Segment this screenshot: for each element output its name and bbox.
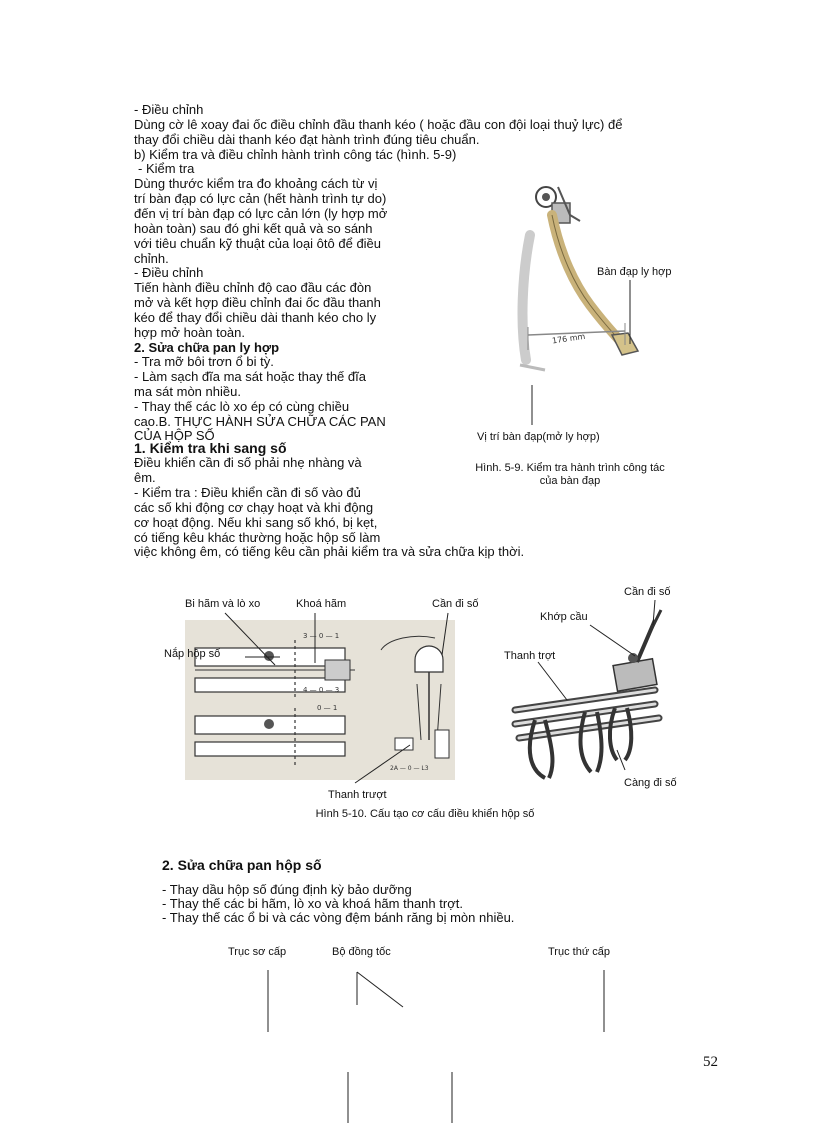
text-line: cơ hoạt động. Nếu khi sang số khó, bị kẹt, <box>134 515 378 530</box>
label-shift-lever-left: Cần đi số <box>432 598 479 610</box>
label-output-shaft: Trục thứ cấp <box>548 946 610 958</box>
text-line: - Kiểm tra <box>138 161 195 176</box>
text-line: b) Kiểm tra và điều chỉnh hành trình công tác (hình. 5-9) <box>134 147 457 162</box>
figure-caption: Hình 5-10. Cấu tạo cơ cấu điều khiển hộp số <box>315 808 535 820</box>
text-line: mở và kết hợp điều chỉnh đai ốc đầu thanh <box>134 295 381 310</box>
label-lock: Khoá hãm <box>296 598 347 610</box>
bottom-diagram-lines <box>260 960 620 1123</box>
label-detent-ball-spring: Bi hãm và lò xo <box>185 598 261 610</box>
text-line: - Điều chỉnh <box>134 102 204 117</box>
label-shift-fork: Càng đi số <box>624 777 677 789</box>
text-line: chỉnh. <box>134 251 169 266</box>
text-line: - Điều chỉnh <box>134 265 204 280</box>
text-line: hợp mở hoàn toàn. <box>134 325 246 340</box>
text-line: Dùng thước kiểm tra đo khoảng cách từ vị <box>134 176 378 191</box>
shift-mechanism-sketch <box>505 600 690 785</box>
text-line: - Kiểm tra : Điều khiển cần đi số vào đủ <box>134 485 361 500</box>
pointer-lines-fig59 <box>520 280 640 430</box>
svg-text:4 — 0 — 3: 4 — 0 — 3 <box>303 686 340 694</box>
svg-text:2A — 0 — L3: 2A — 0 — L3 <box>390 765 429 772</box>
svg-text:3 — 0 — 1: 3 — 0 — 1 <box>303 632 340 640</box>
text-line: trí bàn đạp có lực cản (hết hành trình tự do) <box>134 191 387 206</box>
label-shift-lever-right: Cần đi số <box>624 586 671 598</box>
svg-text:0 — 1: 0 — 1 <box>317 704 338 712</box>
list-item: ma sát mòn nhiều. <box>134 384 241 399</box>
label-clutch-pedal: Bàn đạp ly hợp <box>597 266 672 278</box>
text-line: đến vị trí bàn đạp có lực cản lớn (ly hợp mở <box>134 206 388 221</box>
text-line: Tiến hành điều chỉnh độ cao đầu các đòn <box>134 280 372 295</box>
list-item: CỦA HỘP SỐ <box>134 428 215 443</box>
text-line: Điều khiển cần đi số phải nhẹ nhàng và <box>134 455 362 470</box>
figure-caption: của bàn đạp <box>539 475 601 487</box>
label-ball-joint: Khớp cầu <box>540 611 588 623</box>
list-item: - Tra mỡ bôi trơn ổ bi tỳ. <box>134 354 274 369</box>
text-line: các số khi động cơ chạy hoạt và khi động <box>134 500 374 515</box>
list-item: cao.B. THỰC HÀNH SỬA CHỮA CÁC PAN <box>134 414 386 429</box>
section-heading: 2. Sửa chữa pan ly hợp <box>134 340 280 355</box>
section-heading: 1. Kiểm tra khi sang số <box>134 440 287 456</box>
text-line: với tiêu chuẩn kỹ thuật của loại ôtô để điều <box>134 236 382 251</box>
label-gearbox-cover: Nắp hộp số <box>164 648 221 660</box>
text-line: kéo để thay đổi chiều dài thanh kéo cho ly <box>134 310 377 325</box>
label-slide-rail-right: Thanh trợt <box>504 650 556 662</box>
list-item: - Thay thế các lò xo ép có cùng chiều <box>134 399 350 414</box>
section-heading: 2. Sửa chữa pan hộp số <box>162 857 322 873</box>
page-number: 52 <box>703 1054 718 1070</box>
label-slide-rail-left: Thanh trượt <box>328 789 387 801</box>
label-input-shaft: Trục sơ cấp <box>228 946 287 958</box>
dimension-label: 176 mm <box>551 331 586 346</box>
text-line: Dùng cờ lê xoay đai ốc điều chỉnh đầu thanh kéo ( hoặc đầu con đội loại thuỷ lực) để <box>134 117 623 132</box>
list-item: - Làm sạch đĩa ma sát hoặc thay thế đĩa <box>134 369 366 384</box>
list-item: - Thay thế các ổ bi và các vòng đệm bánh răng bị mòn nhiều. <box>162 910 515 925</box>
text-line: hoàn toàn) sau đó ghi kết quả và so sánh <box>134 221 373 236</box>
text-line: có tiếng kêu khác thường hoặc hộp số làm <box>134 530 381 545</box>
text-line: việc không êm, có tiếng kêu cần phải kiểm tra và sửa chữa kịp thời. <box>134 544 525 559</box>
pointer-lines-fig510-left <box>180 605 470 790</box>
text-line: thay đổi chiều dài thanh kéo đạt hành trình đúng tiêu chuẩn. <box>134 132 480 147</box>
figure-caption: Hình. 5-9. Kiểm tra hành trình công tác <box>475 462 665 474</box>
list-item: - Thay dầu hộp số đúng định kỳ bảo dưỡng <box>162 882 412 897</box>
text-line: êm. <box>134 470 156 485</box>
label-synchronizer: Bộ đồng tốc <box>332 946 391 958</box>
list-item: - Thay thế các bi hãm, lò xo và khoá hãm thanh trợt. <box>162 896 463 911</box>
label-pedal-position: Vị trí bàn đạp(mở ly hợp) <box>477 431 600 443</box>
